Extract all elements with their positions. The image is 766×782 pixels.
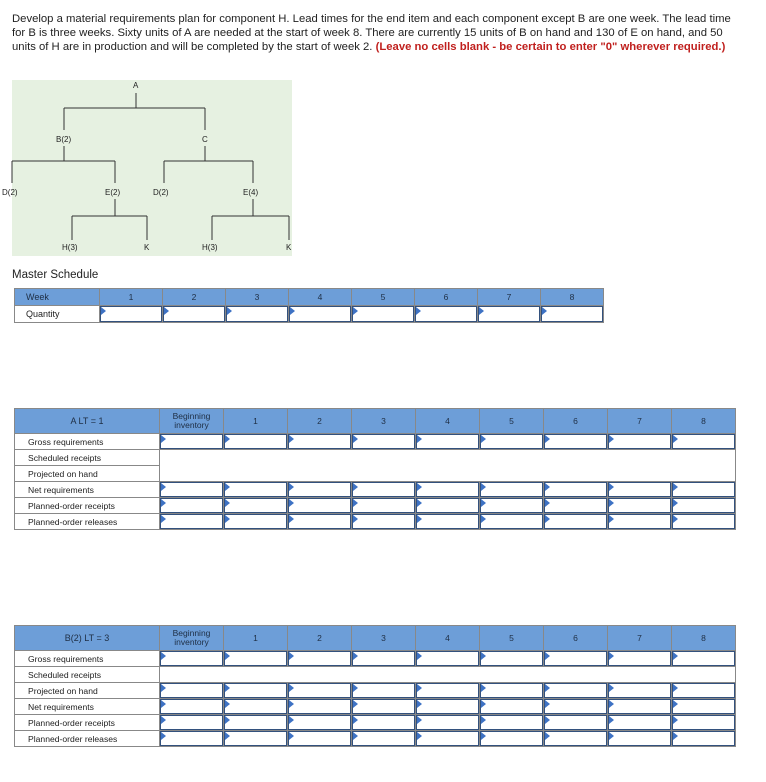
mrp-input[interactable] xyxy=(288,498,352,514)
quantity-input-w4[interactable] xyxy=(289,306,352,323)
node-d-right: D(2) xyxy=(153,188,169,197)
mrp-b-title: B(2) LT = 3 xyxy=(15,626,160,651)
mrp-input[interactable] xyxy=(480,498,544,514)
node-e-right: E(4) xyxy=(243,188,259,197)
week-4: 4 xyxy=(289,289,352,306)
mrp-input[interactable] xyxy=(224,434,288,450)
week-3: 3 xyxy=(226,289,289,306)
mrp-input[interactable] xyxy=(544,683,608,699)
mrp-input[interactable] xyxy=(224,731,288,747)
mrp-input[interactable] xyxy=(672,514,736,530)
mrp-input[interactable] xyxy=(288,731,352,747)
mrp-input[interactable] xyxy=(608,514,672,530)
mrp-a-period-4: 4 xyxy=(416,409,480,434)
mrp-input[interactable] xyxy=(352,482,416,498)
product-structure-tree xyxy=(2,80,292,256)
problem-statement xyxy=(12,12,747,54)
mrp-b-period-3: 3 xyxy=(352,626,416,651)
mrp-b-period-4: 4 xyxy=(416,626,480,651)
mrp-input[interactable] xyxy=(224,482,288,498)
week-2: 2 xyxy=(163,289,226,306)
mrp-input[interactable] xyxy=(544,482,608,498)
mrp-input[interactable] xyxy=(352,715,416,731)
mrp-input[interactable] xyxy=(608,683,672,699)
mrp-input[interactable] xyxy=(544,731,608,747)
week-7: 7 xyxy=(478,289,541,306)
mrp-input[interactable] xyxy=(224,498,288,514)
mrp-input[interactable] xyxy=(224,514,288,530)
mrp-input[interactable] xyxy=(160,434,224,450)
master-schedule-title: Master Schedule xyxy=(12,269,99,281)
mrp-input[interactable] xyxy=(288,683,352,699)
mrp-a-period-5: 5 xyxy=(480,409,544,434)
week-label: Week xyxy=(15,289,100,306)
mrp-input[interactable] xyxy=(352,434,416,450)
mrp-a-row-net: Net requirements xyxy=(15,482,160,498)
mrp-input[interactable] xyxy=(416,715,480,731)
mrp-b-period-6: 6 xyxy=(544,626,608,651)
week-6: 6 xyxy=(415,289,478,306)
mrp-input[interactable] xyxy=(224,699,288,715)
master-schedule-table xyxy=(14,288,604,323)
mrp-input[interactable] xyxy=(608,731,672,747)
mrp-input[interactable] xyxy=(608,715,672,731)
mrp-input[interactable] xyxy=(352,651,416,667)
mrp-input[interactable] xyxy=(288,699,352,715)
mrp-input[interactable] xyxy=(672,651,736,667)
mrp-input[interactable] xyxy=(288,715,352,731)
mrp-input[interactable] xyxy=(352,731,416,747)
mrp-b-empty-area xyxy=(160,667,736,683)
mrp-input[interactable] xyxy=(160,498,224,514)
mrp-b-period-5: 5 xyxy=(480,626,544,651)
mrp-a-row-por: Planned-order receipts xyxy=(15,498,160,514)
warning-text: (Leave no cells blank - be certain to enter "0" wherever required.) xyxy=(375,41,726,53)
mrp-a-period-7: 7 xyxy=(608,409,672,434)
mrp-b-row-net: Net requirements xyxy=(15,699,160,715)
mrp-a-title: A LT = 1 xyxy=(15,409,160,434)
mrp-input[interactable] xyxy=(352,683,416,699)
mrp-input[interactable] xyxy=(416,731,480,747)
mrp-input[interactable] xyxy=(672,731,736,747)
mrp-input[interactable] xyxy=(480,514,544,530)
mrp-a-period-6: 6 xyxy=(544,409,608,434)
mrp-input[interactable] xyxy=(288,434,352,450)
mrp-input[interactable] xyxy=(224,651,288,667)
mrp-input[interactable] xyxy=(672,715,736,731)
mrp-input[interactable] xyxy=(416,514,480,530)
mrp-input[interactable] xyxy=(672,434,736,450)
week-5: 5 xyxy=(352,289,415,306)
quantity-input-w1[interactable] xyxy=(100,306,163,323)
quantity-input-w6[interactable] xyxy=(415,306,478,323)
node-k-left: K xyxy=(144,243,150,252)
mrp-input[interactable] xyxy=(224,715,288,731)
mrp-input[interactable] xyxy=(672,683,736,699)
mrp-a-row-gross: Gross requirements xyxy=(15,434,160,450)
mrp-input[interactable] xyxy=(608,434,672,450)
mrp-b-row-por: Planned-order receipts xyxy=(15,715,160,731)
mrp-table-b xyxy=(14,625,736,747)
mrp-input[interactable] xyxy=(672,482,736,498)
quantity-input-w3[interactable] xyxy=(226,306,289,323)
mrp-input[interactable] xyxy=(480,651,544,667)
mrp-input[interactable] xyxy=(544,651,608,667)
mrp-input[interactable] xyxy=(160,683,224,699)
mrp-input[interactable] xyxy=(544,434,608,450)
quantity-input-w2[interactable] xyxy=(163,306,226,323)
mrp-input[interactable] xyxy=(288,651,352,667)
mrp-input[interactable] xyxy=(160,731,224,747)
mrp-input[interactable] xyxy=(480,731,544,747)
mrp-table-a xyxy=(14,408,736,530)
mrp-input[interactable] xyxy=(160,514,224,530)
mrp-b-period-1: 1 xyxy=(224,626,288,651)
mrp-b-row-projected: Projected on hand xyxy=(15,683,160,699)
mrp-input[interactable] xyxy=(544,699,608,715)
mrp-input[interactable] xyxy=(544,715,608,731)
mrp-b-period-7: 7 xyxy=(608,626,672,651)
mrp-input[interactable] xyxy=(416,651,480,667)
mrp-a-row-scheduled: Scheduled receipts xyxy=(15,450,160,466)
mrp-input[interactable] xyxy=(672,498,736,514)
mrp-input[interactable] xyxy=(544,498,608,514)
node-h-right: H(3) xyxy=(202,243,218,252)
quantity-input-w7[interactable] xyxy=(478,306,541,323)
week-1: 1 xyxy=(100,289,163,306)
week-8: 8 xyxy=(541,289,604,306)
mrp-b-row-porel: Planned-order releases xyxy=(15,731,160,747)
mrp-input[interactable] xyxy=(416,498,480,514)
mrp-b-period-8: 8 xyxy=(672,626,736,651)
mrp-a-period-2: 2 xyxy=(288,409,352,434)
mrp-input[interactable] xyxy=(224,683,288,699)
mrp-a-period-3: 3 xyxy=(352,409,416,434)
node-e-left: E(2) xyxy=(105,188,121,197)
mrp-a-row-porel: Planned-order releases xyxy=(15,514,160,530)
node-k-right: K xyxy=(286,243,292,252)
mrp-input[interactable] xyxy=(288,514,352,530)
mrp-input[interactable] xyxy=(608,498,672,514)
node-a: A xyxy=(133,81,139,90)
quantity-input-w5[interactable] xyxy=(352,306,415,323)
quantity-input-w8[interactable] xyxy=(541,306,604,323)
mrp-a-beginning-inventory-header: Beginning inventory xyxy=(160,409,224,434)
mrp-input[interactable] xyxy=(160,651,224,667)
node-d-left: D(2) xyxy=(2,188,18,197)
mrp-input[interactable] xyxy=(416,699,480,715)
mrp-input[interactable] xyxy=(352,699,416,715)
mrp-input[interactable] xyxy=(608,651,672,667)
mrp-input[interactable] xyxy=(608,482,672,498)
mrp-input[interactable] xyxy=(608,699,672,715)
mrp-input[interactable] xyxy=(416,482,480,498)
mrp-a-row-projected: Projected on hand xyxy=(15,466,160,482)
mrp-b-row-gross: Gross requirements xyxy=(15,651,160,667)
mrp-input[interactable] xyxy=(480,699,544,715)
mrp-input[interactable] xyxy=(480,434,544,450)
mrp-input[interactable] xyxy=(160,715,224,731)
mrp-input[interactable] xyxy=(288,482,352,498)
node-b: B(2) xyxy=(56,135,72,144)
quantity-label: Quantity xyxy=(15,306,100,323)
mrp-a-period-1: 1 xyxy=(224,409,288,434)
mrp-input[interactable] xyxy=(160,699,224,715)
mrp-input[interactable] xyxy=(416,434,480,450)
mrp-a-period-8: 8 xyxy=(672,409,736,434)
mrp-input[interactable] xyxy=(416,683,480,699)
mrp-b-beginning-inventory-header: Beginning inventory xyxy=(160,626,224,651)
mrp-a-empty-area xyxy=(160,450,736,482)
problem-text: Develop a material requirements plan for component H. Lead times for the end item and each component except B are one week. The lead time for B is three weeks. Sixty units of A are needed at the start of week 8. There are currently 15 units of B on hand and 130 of E on hand, and 50 units of H are in production and will be completed by the start of week 2. xyxy=(12,13,731,53)
mrp-input[interactable] xyxy=(352,498,416,514)
mrp-input[interactable] xyxy=(480,715,544,731)
mrp-b-period-2: 2 xyxy=(288,626,352,651)
mrp-input[interactable] xyxy=(352,514,416,530)
mrp-b-row-scheduled: Scheduled receipts xyxy=(15,667,160,683)
mrp-input[interactable] xyxy=(480,683,544,699)
mrp-input[interactable] xyxy=(672,699,736,715)
mrp-input[interactable] xyxy=(480,482,544,498)
mrp-input[interactable] xyxy=(160,482,224,498)
mrp-input[interactable] xyxy=(544,514,608,530)
node-c: C xyxy=(202,135,208,144)
node-h-left: H(3) xyxy=(62,243,78,252)
